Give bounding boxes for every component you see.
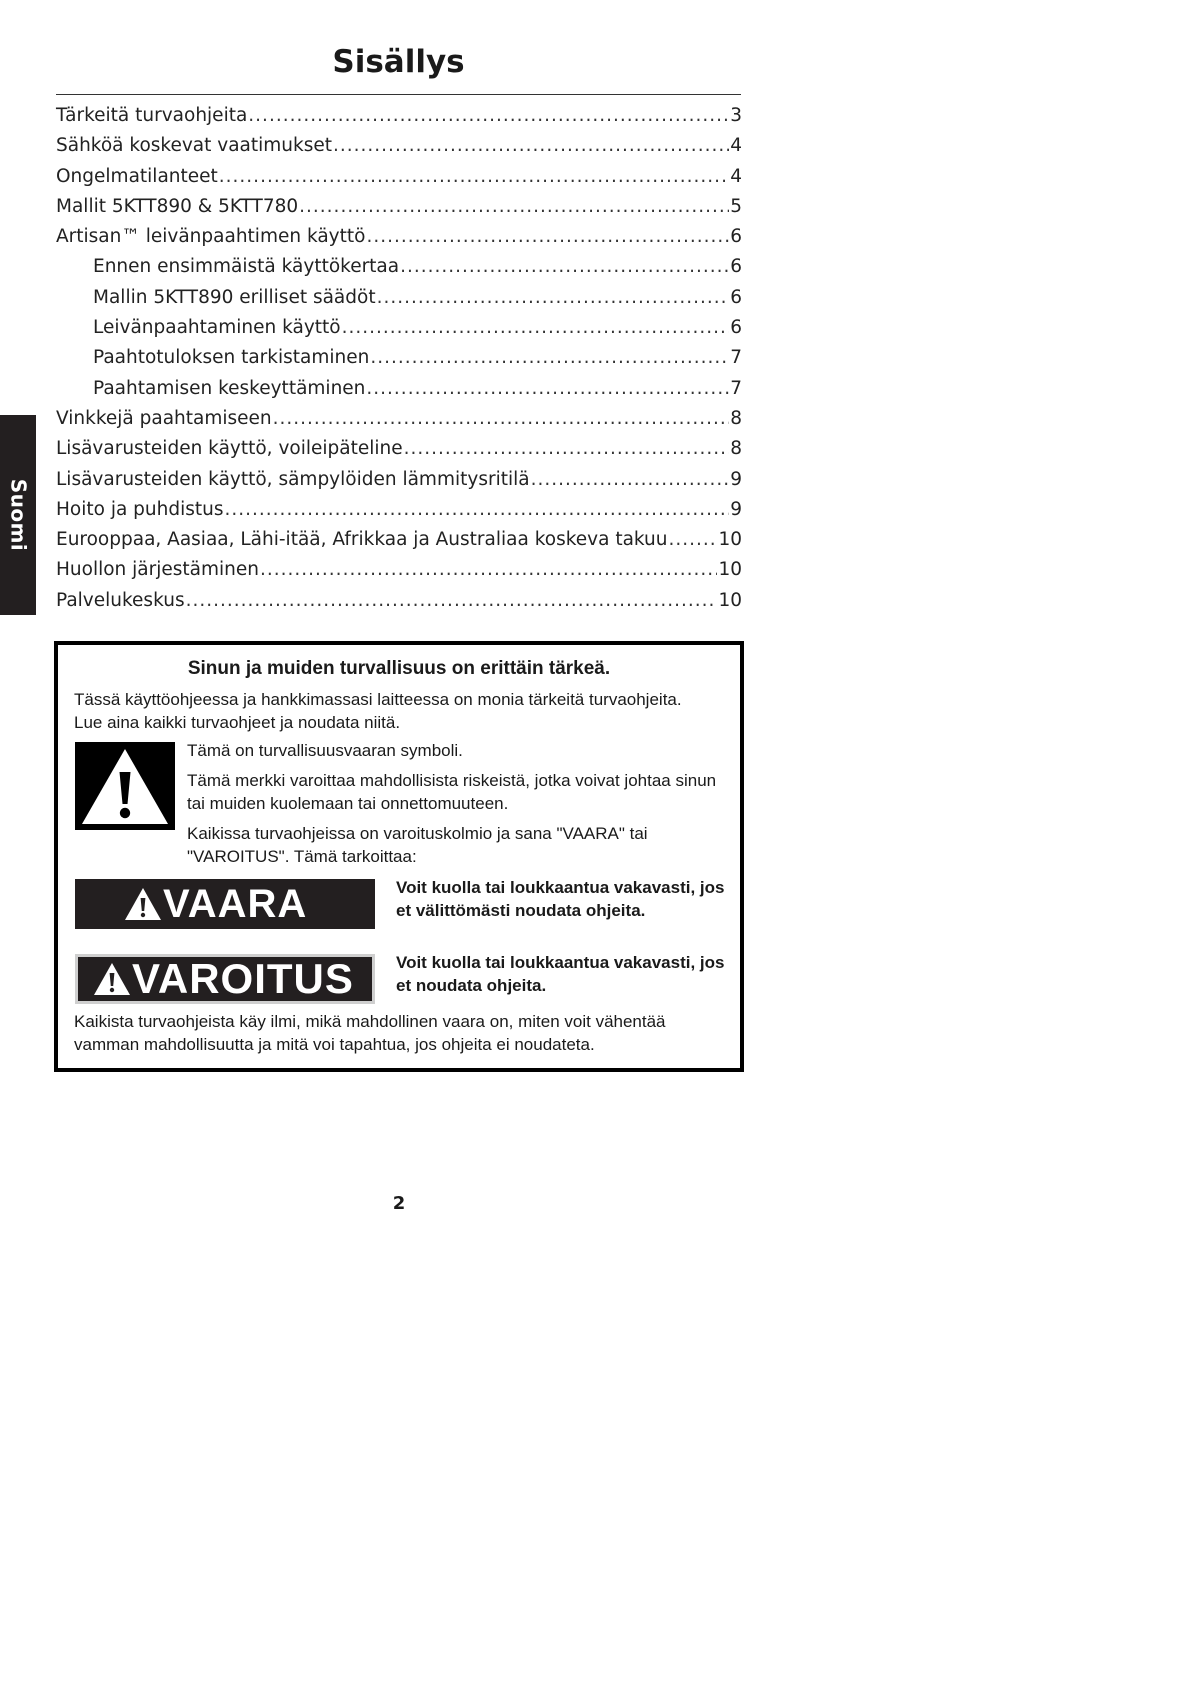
danger-banner bbox=[75, 879, 375, 929]
toc-leader-dots bbox=[342, 313, 730, 343]
toc-leader-dots bbox=[225, 495, 730, 525]
toc-entry-label: Eurooppaa, Aasiaa, Lähi-itää, Afrikkaa ja Australiaa koskeva takuu bbox=[56, 529, 668, 551]
toc-entry[interactable] bbox=[56, 162, 742, 192]
toc-leader-dots bbox=[669, 525, 718, 555]
toc-subentry[interactable] bbox=[56, 313, 742, 343]
title-divider bbox=[56, 94, 741, 95]
safety-symbol-label: Tämä on turvallisuusvaaran symboli. bbox=[187, 741, 463, 760]
toc-subentry[interactable] bbox=[56, 283, 742, 313]
toc-subentry[interactable] bbox=[56, 252, 742, 282]
toc-entry[interactable] bbox=[56, 586, 742, 616]
toc-entry[interactable] bbox=[56, 131, 742, 161]
toc-leader-dots bbox=[260, 555, 717, 585]
safety-heading: Sinun ja muiden turvallisuus on erittäin tärkeä. bbox=[187, 658, 611, 679]
toc-entry-label: Ongelmatilanteet bbox=[56, 165, 218, 187]
warning-triangle-icon bbox=[123, 886, 163, 922]
toc-leader-dots bbox=[404, 434, 730, 464]
toc-entry-label: Tärkeitä turvaohjeita bbox=[56, 105, 248, 126]
toc-entry-page: 4 bbox=[730, 165, 742, 187]
safety-intro: Tässä käyttöohjeessa ja hankkimassasi laitteessa on monia tärkeitä turvaohjeita. Lue aina kaikki turvaohjeet ja noudata niitä. bbox=[74, 690, 682, 732]
toc-leader-dots bbox=[531, 465, 730, 495]
toc-entry[interactable] bbox=[56, 101, 742, 131]
toc-leader-dots bbox=[366, 374, 729, 404]
page-number: 2 bbox=[392, 1193, 406, 1214]
toc-leader-dots bbox=[219, 162, 729, 192]
toc-entry-page: 4 bbox=[730, 135, 742, 157]
toc-subentry[interactable] bbox=[56, 343, 742, 373]
table-of-contents bbox=[56, 101, 742, 616]
safety-alert-symbol-icon bbox=[75, 742, 175, 830]
safety-signal-intro: Kaikissa turvaohjeissa on varoituskolmio ja sana "VAARA" tai "VAROITUS". Tämä tarkoittaa: bbox=[187, 824, 648, 866]
toc-entry-label: Palvelukeskus bbox=[56, 589, 185, 611]
toc-entry-page: 10 bbox=[718, 559, 742, 581]
toc-entry-label: Sähköä koskevat vaatimukset bbox=[56, 135, 333, 157]
toc-entry[interactable] bbox=[56, 222, 742, 252]
toc-entry[interactable] bbox=[56, 404, 742, 434]
toc-entry-page: 8 bbox=[730, 407, 742, 429]
toc-leader-dots bbox=[248, 101, 729, 131]
toc-entry-page: 6 bbox=[730, 317, 742, 339]
toc-entry-label: Huollon järjestäminen bbox=[56, 559, 259, 581]
toc-entry-label: Leivänpaahtaminen käyttö bbox=[93, 317, 341, 339]
toc-entry-page: 10 bbox=[718, 589, 742, 611]
warning-description: Voit kuolla tai loukkaantua vakavasti, jos et noudata ohjeita. bbox=[396, 953, 725, 995]
toc-leader-dots bbox=[377, 283, 730, 313]
toc-entry-label: Lisävarusteiden käyttö, voileipäteline bbox=[56, 438, 403, 460]
toc-entry-label: Artisan™ leivänpaahtimen käyttö bbox=[56, 226, 366, 248]
safety-outro: Kaikista turvaohjeista käy ilmi, mikä mahdollinen vaara on, miten voit vähentää vamman mahdollisuutta ja mitä voi tapahtua, jos ohjeita ei noudateta. bbox=[74, 1012, 666, 1054]
language-side-tab bbox=[0, 415, 36, 615]
toc-entry-label: Lisävarusteiden käyttö, sämpylöiden lämmitysritilä bbox=[56, 468, 530, 490]
toc-entry-page: 9 bbox=[730, 498, 742, 520]
warning-banner bbox=[75, 954, 375, 1004]
danger-signal-word: VAARA bbox=[163, 881, 308, 926]
toc-entry-page: 5 bbox=[730, 195, 742, 217]
toc-leader-dots bbox=[273, 404, 730, 434]
toc-entry-label: Mallit 5KTT890 & 5KTT780 bbox=[56, 195, 299, 217]
toc-entry-label: Vinkkejä paahtamiseen bbox=[56, 407, 272, 429]
toc-entry-label: Paahtamisen keskeyttäminen bbox=[93, 377, 366, 399]
toc-leader-dots bbox=[370, 343, 729, 373]
toc-entry[interactable] bbox=[56, 192, 742, 222]
safety-symbol-description: Tämä merkki varoittaa mahdollisista riskeistä, jotka voivat johtaa sinun tai muiden kuolemaan tai onnettomuuteen. bbox=[187, 771, 717, 813]
toc-entry-page: 7 bbox=[730, 377, 742, 399]
toc-entry-page: 8 bbox=[730, 438, 742, 460]
toc-title: Sisällys bbox=[332, 44, 465, 80]
toc-leader-dots bbox=[186, 586, 718, 616]
toc-leader-dots bbox=[299, 192, 729, 222]
toc-entry-page: 10 bbox=[718, 529, 742, 551]
toc-entry-label: Ennen ensimmäistä käyttökertaa bbox=[93, 256, 400, 278]
toc-entry-page: 3 bbox=[730, 105, 742, 126]
danger-description: Voit kuolla tai loukkaantua vakavasti, jos et välittömästi noudata ohjeita. bbox=[396, 878, 725, 920]
toc-leader-dots bbox=[400, 252, 729, 282]
toc-entry-page: 6 bbox=[730, 256, 742, 278]
safety-notice-box bbox=[54, 641, 744, 1072]
toc-entry[interactable] bbox=[56, 465, 742, 495]
toc-entry[interactable] bbox=[56, 525, 742, 555]
toc-leader-dots bbox=[333, 131, 729, 161]
toc-entry-label: Paahtotuloksen tarkistaminen bbox=[93, 347, 370, 369]
toc-entry[interactable] bbox=[56, 434, 742, 464]
toc-leader-dots bbox=[366, 222, 729, 252]
toc-entry-page: 6 bbox=[730, 226, 742, 248]
warning-triangle-icon bbox=[92, 961, 132, 997]
warning-signal-word: VAROITUS bbox=[132, 955, 354, 1002]
toc-entry[interactable] bbox=[56, 495, 742, 525]
toc-entry-label: Mallin 5KTT890 erilliset säädöt bbox=[93, 286, 376, 308]
toc-entry-page: 7 bbox=[730, 347, 742, 369]
toc-entry-page: 9 bbox=[730, 468, 742, 490]
toc-entry-page: 6 bbox=[730, 286, 742, 308]
toc-subentry[interactable] bbox=[56, 374, 742, 404]
language-side-tab-label: Suomi bbox=[6, 478, 31, 552]
toc-entry-label: Hoito ja puhdistus bbox=[56, 498, 224, 520]
toc-entry[interactable] bbox=[56, 555, 742, 585]
